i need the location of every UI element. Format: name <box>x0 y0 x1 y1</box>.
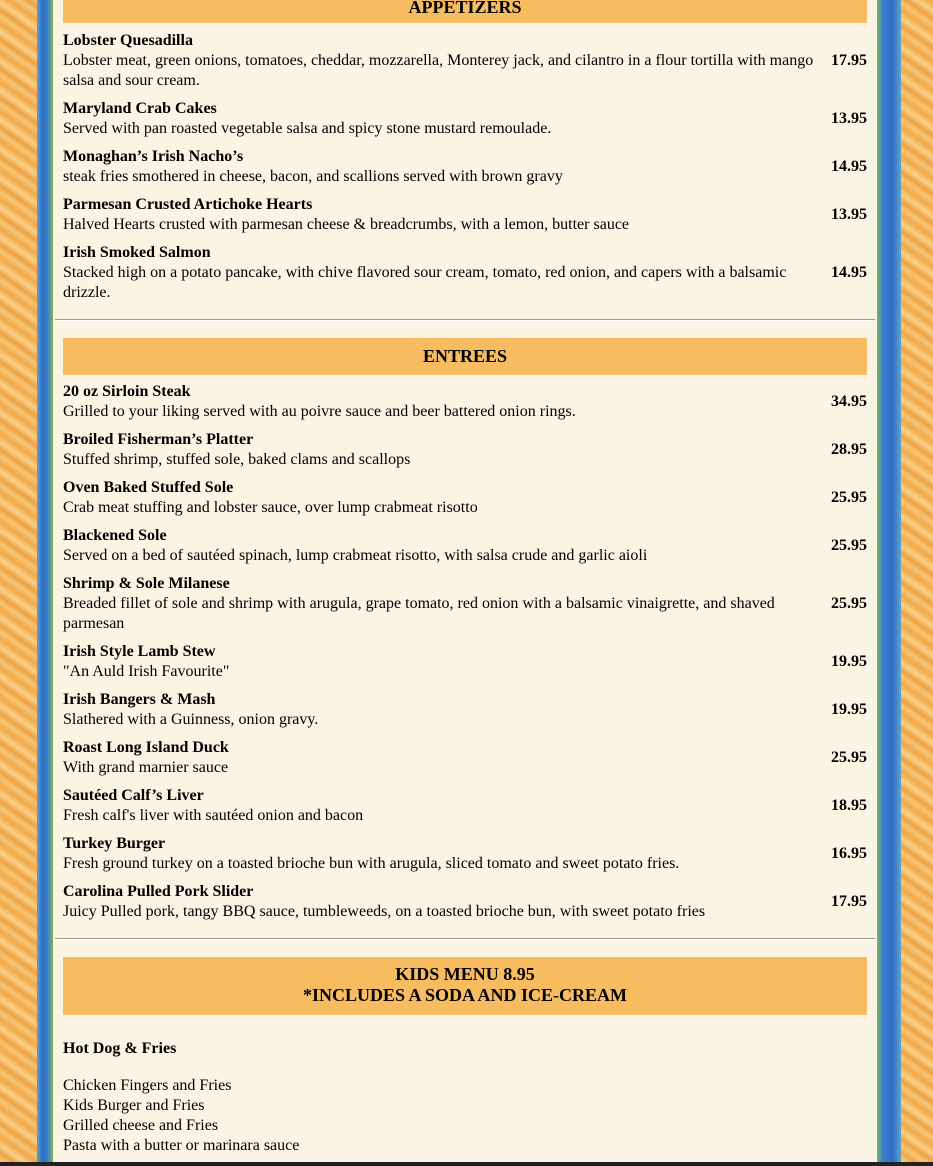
item-description: With grand marnier sauce <box>63 759 229 776</box>
kids-menu-heading <box>63 957 867 1015</box>
item-name: Oven Baked Stuffed Sole <box>63 479 234 496</box>
menu-item <box>63 786 867 826</box>
menu-item <box>63 243 867 303</box>
item-name: Blackened Sole <box>63 527 167 544</box>
section-divider <box>55 319 875 321</box>
menu-item <box>63 382 867 422</box>
section-divider <box>55 938 875 940</box>
item-description: "An Auld Irish Favourite" <box>63 663 230 680</box>
item-description: Fresh calf's liver with sautéed onion and bacon <box>63 807 364 824</box>
item-description: Juicy Pulled pork, tangy BBQ sauce, tumbleweeds, on a toasted brioche bun, with sweet potato fries <box>63 903 706 920</box>
item-name: 20 oz Sirloin Steak <box>63 383 191 400</box>
item-price: 13.95 <box>831 206 867 223</box>
item-name: Irish Smoked Salmon <box>63 244 211 261</box>
menu-panel <box>53 0 877 1166</box>
menu-item <box>63 834 867 874</box>
item-name: Maryland Crab Cakes <box>63 100 217 117</box>
menu-item <box>63 526 867 566</box>
item-description: Slathered with a Guinness, onion gravy. <box>63 711 319 728</box>
menu-item <box>63 882 867 922</box>
item-description: Grilled to your liking served with au poivre sauce and beer battered onion rings. <box>63 403 576 420</box>
entrees-heading <box>63 338 867 375</box>
item-price: 19.95 <box>831 653 867 670</box>
menu-item <box>63 31 867 91</box>
item-price: 25.95 <box>831 749 867 766</box>
item-description: Fresh ground turkey on a toasted brioche bun with arugula, sliced tomato and sweet potato fries. <box>63 855 680 872</box>
item-description: Lobster meat, green onions, tomatoes, cheddar, mozzarella, Monterey jack, and cilantro in a flour tortilla with mango salsa and sour cream. <box>63 52 814 89</box>
kids-item: Kids Burger and Fries <box>63 1097 205 1114</box>
item-price: 25.95 <box>831 489 867 506</box>
item-price: 25.95 <box>831 595 867 612</box>
item-name: Monaghan’s Irish Nacho’s <box>63 148 244 165</box>
item-name: Roast Long Island Duck <box>63 739 229 756</box>
item-description: Crab meat stuffing and lobster sauce, over lump crabmeat risotto <box>63 499 478 516</box>
item-price: 14.95 <box>831 158 867 175</box>
item-name: Shrimp & Sole Milanese <box>63 575 230 592</box>
right-border <box>877 0 901 1166</box>
item-price: 18.95 <box>831 797 867 814</box>
entrees-title: ENTREES <box>422 346 508 366</box>
kids-item: Grilled cheese and Fries <box>63 1117 219 1134</box>
item-price: 16.95 <box>831 845 867 862</box>
menu-item <box>63 430 867 470</box>
item-description: Stuffed shrimp, stuffed sole, baked clams and scallops <box>63 451 411 468</box>
item-description: Breaded fillet of sole and shrimp with arugula, grape tomato, red onion with a balsamic vinaigrette, and shaved parmesan <box>63 595 775 632</box>
left-border <box>37 0 53 1166</box>
item-name: Irish Bangers & Mash <box>63 691 216 708</box>
item-description: Served with pan roasted vegetable salsa and spicy stone mustard remoulade. <box>63 120 552 137</box>
menu-item <box>63 574 867 634</box>
menu-item <box>63 195 867 235</box>
item-price: 14.95 <box>831 264 867 281</box>
kids-item: Hot Dog & Fries <box>63 1040 177 1057</box>
item-price: 28.95 <box>831 441 867 458</box>
item-name: Parmesan Crusted Artichoke Hearts <box>63 196 313 213</box>
item-name: Broiled Fisherman’s Platter <box>63 431 254 448</box>
item-name: Sautéed Calf’s Liver <box>63 787 204 804</box>
item-description: steak fries smothered in cheese, bacon, and scallions served with brown gravy <box>63 168 563 185</box>
menu-item <box>63 690 867 730</box>
item-price: 17.95 <box>831 52 867 69</box>
kids-menu-title: KIDS MENU 8.95 <box>395 964 535 984</box>
kids-item: Pasta with a butter or marinara sauce <box>63 1137 300 1154</box>
appetizers-heading <box>63 0 867 23</box>
item-price: 25.95 <box>831 537 867 554</box>
appetizers-title: APPETIZERS <box>408 0 522 17</box>
item-price: 19.95 <box>831 701 867 718</box>
item-name: Turkey Burger <box>63 835 166 852</box>
item-name: Irish Style Lamb Stew <box>63 643 216 660</box>
item-description: Stacked high on a potato pancake, with chive flavored sour cream, tomato, red onion, and capers with a balsamic drizzle. <box>63 264 787 301</box>
kids-menu-note: *INCLUDES A SODA AND ICE-CREAM <box>302 985 628 1005</box>
item-price: 13.95 <box>831 110 867 127</box>
menu-item <box>63 99 867 139</box>
item-name: Carolina Pulled Pork Slider <box>63 883 254 900</box>
menu-item <box>63 147 867 187</box>
item-price: 34.95 <box>831 393 867 410</box>
menu-item <box>63 642 867 682</box>
menu-item <box>63 478 867 518</box>
item-name: Lobster Quesadilla <box>63 32 193 49</box>
kids-item: Chicken Fingers and Fries <box>63 1077 232 1094</box>
item-description: Served on a bed of sautéed spinach, lump crabmeat risotto, with salsa crude and garlic aioli <box>63 547 648 564</box>
bottom-edge <box>0 1162 933 1166</box>
item-description: Halved Hearts crusted with parmesan cheese & breadcrumbs, with a lemon, butter sauce <box>63 216 630 233</box>
item-price: 17.95 <box>831 893 867 910</box>
menu-item <box>63 738 867 778</box>
